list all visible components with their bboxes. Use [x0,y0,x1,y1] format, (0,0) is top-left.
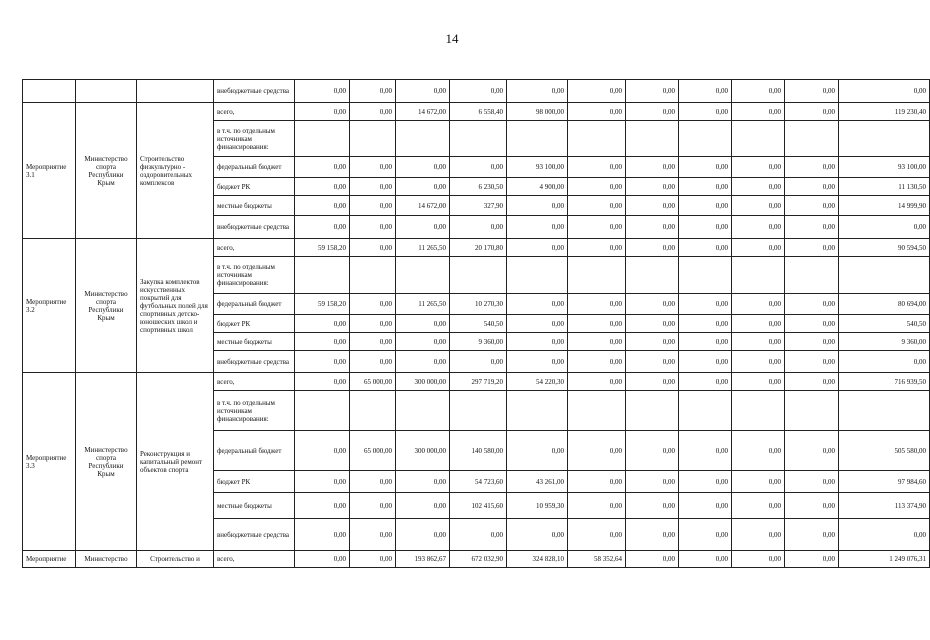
value-cell: 0,00 [396,519,450,551]
value-cell: 93 100,00 [839,157,930,178]
value-cell: 0,00 [507,431,568,471]
value-cell: 0,00 [679,551,732,568]
table-row-total [23,373,930,391]
measure-name: Реконструкция и капитальный ремонт объектов спорта [137,373,214,551]
value-cell: 0,00 [626,80,679,103]
value-cell: 0,00 [679,333,732,351]
page-number: 14 [445,31,459,46]
value-cell: 0,00 [507,519,568,551]
empty-cell [785,257,839,294]
value-cell: 0,00 [568,196,626,216]
value-cell: 0,00 [507,333,568,351]
code-cell-empty [23,80,76,103]
value-cell: 300 000,00 [396,431,450,471]
value-cell: 0,00 [732,103,785,121]
value-cell: 0,00 [568,351,626,373]
value-cell: 0,00 [732,493,785,519]
value-cell: 0,00 [568,178,626,196]
value-cell: 6 558,40 [450,103,507,121]
row-label: бюджет РК [214,315,295,333]
value-cell: 0,00 [295,216,350,239]
value-cell: 0,00 [396,471,450,493]
value-cell: 0,00 [295,315,350,333]
value-cell: 0,00 [396,157,450,178]
value-cell: 6 230,50 [450,178,507,196]
empty-cell [732,257,785,294]
value-cell: 0,00 [568,315,626,333]
value-cell: 98 000,00 [507,103,568,121]
value-cell: 0,00 [568,519,626,551]
empty-cell [568,391,626,431]
empty-cell [396,121,450,157]
measure-code: Мероприятие 3.1 [23,103,76,239]
responsible-executor: Министерство [76,551,137,568]
row-label: внебюджетные средства [214,519,295,551]
value-cell: 90 594,50 [839,239,930,257]
value-cell: 0,00 [732,157,785,178]
empty-cell [350,121,396,157]
row-label: внебюджетные средства [214,80,295,103]
value-cell: 0,00 [679,431,732,471]
value-cell: 0,00 [626,431,679,471]
value-cell: 0,00 [839,351,930,373]
value-cell: 0,00 [732,333,785,351]
value-cell: 0,00 [568,431,626,471]
value-cell: 0,00 [732,373,785,391]
value-cell: 0,00 [568,493,626,519]
value-cell: 0,00 [350,351,396,373]
row-label: в т.ч. по отдельным источникам финансирования: [214,391,295,431]
value-cell: 10 959,30 [507,493,568,519]
value-cell: 300 000,00 [396,373,450,391]
value-cell: 0,00 [450,351,507,373]
value-cell: 0,00 [507,80,568,103]
value-cell: 0,00 [679,178,732,196]
financing-table [22,79,930,568]
value-cell: 0,00 [295,196,350,216]
row-label: бюджет РК [214,471,295,493]
value-cell: 14 672,00 [396,103,450,121]
value-cell: 20 170,80 [450,239,507,257]
value-cell: 0,00 [732,178,785,196]
value-cell: 327,90 [450,196,507,216]
value-cell: 324 828,10 [507,551,568,568]
row-label: местные бюджеты [214,196,295,216]
value-cell: 540,50 [839,315,930,333]
row-label: внебюджетные средства [214,216,295,239]
empty-cell [839,257,930,294]
value-cell: 0,00 [732,431,785,471]
value-cell: 0,00 [626,294,679,315]
empty-cell [295,391,350,431]
value-cell: 0,00 [626,216,679,239]
empty-cell [507,257,568,294]
value-cell: 0,00 [785,196,839,216]
empty-cell [839,121,930,157]
executor-cell-empty [76,80,137,103]
value-cell: 0,00 [396,178,450,196]
value-cell: 0,00 [295,103,350,121]
value-cell: 0,00 [626,239,679,257]
empty-cell [350,391,396,431]
value-cell: 297 719,20 [450,373,507,391]
value-cell: 4 900,00 [507,178,568,196]
empty-cell [450,391,507,431]
responsible-executor: Министерство спорта Республики Крым [76,103,137,239]
value-cell: 0,00 [295,178,350,196]
value-cell: 0,00 [450,519,507,551]
empty-cell [295,257,350,294]
value-cell: 0,00 [450,157,507,178]
measure-name: Закупка комплектов искусственных покрытий для футбольных полей для спортивных детско-юношеских школ и спортивных школ [137,239,214,373]
empty-cell [732,121,785,157]
value-cell: 0,00 [450,80,507,103]
value-cell: 65 000,00 [350,373,396,391]
value-cell: 80 694,00 [839,294,930,315]
value-cell: 0,00 [732,519,785,551]
value-cell: 0,00 [295,431,350,471]
row-label: всего, [214,373,295,391]
value-cell: 0,00 [785,315,839,333]
empty-cell [507,121,568,157]
value-cell: 0,00 [626,351,679,373]
value-cell: 0,00 [568,471,626,493]
empty-cell [507,391,568,431]
value-cell: 0,00 [568,216,626,239]
value-cell: 11 265,50 [396,239,450,257]
measure-name: Строительство физкультурно - оздоровительных комплексов [137,103,214,239]
empty-cell [396,391,450,431]
value-cell: 0,00 [732,551,785,568]
value-cell: 0,00 [839,216,930,239]
value-cell: 11 130,50 [839,178,930,196]
value-cell: 0,00 [350,333,396,351]
value-cell: 672 032,90 [450,551,507,568]
value-cell: 0,00 [295,551,350,568]
empty-cell [568,257,626,294]
value-cell: 65 000,00 [350,431,396,471]
value-cell: 0,00 [785,493,839,519]
value-cell: 0,00 [679,157,732,178]
value-cell: 0,00 [350,493,396,519]
empty-cell [785,391,839,431]
value-cell: 54 220,30 [507,373,568,391]
value-cell: 0,00 [626,373,679,391]
value-cell: 0,00 [350,239,396,257]
value-cell: 0,00 [350,315,396,333]
value-cell: 0,00 [839,519,930,551]
value-cell: 0,00 [568,373,626,391]
value-cell: 0,00 [732,351,785,373]
value-cell: 0,00 [396,80,450,103]
value-cell: 0,00 [785,294,839,315]
row-label: в т.ч. по отдельным источникам финансирования: [214,121,295,157]
empty-cell [785,121,839,157]
value-cell: 0,00 [295,493,350,519]
value-cell: 0,00 [507,216,568,239]
value-cell: 0,00 [626,103,679,121]
value-cell: 113 374,90 [839,493,930,519]
value-cell: 59 158,20 [295,294,350,315]
value-cell: 0,00 [350,551,396,568]
value-cell: 0,00 [732,315,785,333]
empty-cell [679,391,732,431]
value-cell: 0,00 [626,471,679,493]
value-cell: 0,00 [295,519,350,551]
value-cell: 93 100,00 [507,157,568,178]
value-cell: 0,00 [350,519,396,551]
value-cell: 0,00 [350,294,396,315]
value-cell: 0,00 [679,294,732,315]
row-label: федеральный бюджет [214,157,295,178]
value-cell: 14 672,00 [396,196,450,216]
row-label: всего, [214,551,295,568]
value-cell: 0,00 [679,471,732,493]
measure-code: Мероприятие 3.3 [23,373,76,551]
row-label: в т.ч. по отдельным источникам финансирования: [214,257,295,294]
value-cell: 0,00 [350,178,396,196]
value-cell: 9 360,00 [450,333,507,351]
value-cell: 59 158,20 [295,239,350,257]
value-cell: 0,00 [295,471,350,493]
value-cell: 0,00 [507,351,568,373]
row-label: федеральный бюджет [214,294,295,315]
empty-cell [626,121,679,157]
value-cell: 0,00 [785,519,839,551]
name-cell-empty [137,80,214,103]
value-cell: 97 984,60 [839,471,930,493]
value-cell: 0,00 [350,80,396,103]
value-cell: 9 360,00 [839,333,930,351]
value-cell: 0,00 [785,216,839,239]
value-cell: 0,00 [396,351,450,373]
value-cell: 0,00 [785,373,839,391]
value-cell: 0,00 [350,157,396,178]
measure-code: Мероприятие 3.2 [23,239,76,373]
value-cell: 58 352,64 [568,551,626,568]
empty-cell [626,257,679,294]
value-cell: 0,00 [568,157,626,178]
value-cell: 0,00 [396,333,450,351]
value-cell: 119 230,40 [839,103,930,121]
value-cell: 0,00 [679,216,732,239]
value-cell: 0,00 [732,80,785,103]
value-cell: 0,00 [626,333,679,351]
value-cell: 0,00 [679,315,732,333]
value-cell: 0,00 [732,294,785,315]
value-cell: 0,00 [626,551,679,568]
value-cell: 0,00 [785,157,839,178]
row-label: федеральный бюджет [214,431,295,471]
value-cell: 0,00 [568,239,626,257]
value-cell: 0,00 [732,216,785,239]
value-cell: 0,00 [626,178,679,196]
value-cell: 0,00 [350,216,396,239]
value-cell: 43 261,00 [507,471,568,493]
table-row-last [23,551,930,568]
value-cell: 0,00 [350,471,396,493]
value-cell: 0,00 [785,431,839,471]
value-cell: 10 270,30 [450,294,507,315]
value-cell: 0,00 [396,315,450,333]
value-cell: 0,00 [679,373,732,391]
value-cell: 0,00 [785,80,839,103]
value-cell: 0,00 [507,196,568,216]
table-row-total [23,239,930,257]
value-cell: 0,00 [679,239,732,257]
value-cell: 0,00 [626,519,679,551]
value-cell: 11 265,50 [396,294,450,315]
row-label: местные бюджеты [214,493,295,519]
row-label: бюджет РК [214,178,295,196]
empty-cell [679,121,732,157]
value-cell: 0,00 [626,493,679,519]
value-cell: 0,00 [785,551,839,568]
empty-cell [450,257,507,294]
value-cell: 0,00 [568,294,626,315]
value-cell: 0,00 [295,157,350,178]
value-cell: 0,00 [568,333,626,351]
empty-cell [568,121,626,157]
empty-cell [396,257,450,294]
empty-cell [450,121,507,157]
value-cell: 0,00 [785,178,839,196]
value-cell: 0,00 [396,493,450,519]
value-cell: 0,00 [626,315,679,333]
value-cell: 0,00 [679,493,732,519]
value-cell: 505 580,00 [839,431,930,471]
value-cell: 0,00 [568,103,626,121]
value-cell: 0,00 [732,471,785,493]
value-cell: 0,00 [679,519,732,551]
value-cell: 0,00 [785,351,839,373]
value-cell: 0,00 [350,103,396,121]
value-cell: 14 999,90 [839,196,930,216]
row-label: внебюджетные средства [214,351,295,373]
value-cell: 0,00 [626,196,679,216]
value-cell: 0,00 [568,80,626,103]
value-cell: 0,00 [507,315,568,333]
value-cell: 0,00 [785,239,839,257]
value-cell: 0,00 [679,351,732,373]
value-cell: 0,00 [507,239,568,257]
value-cell: 716 939,50 [839,373,930,391]
value-cell: 54 723,60 [450,471,507,493]
empty-cell [679,257,732,294]
value-cell: 0,00 [450,216,507,239]
value-cell: 0,00 [785,333,839,351]
value-cell: 0,00 [785,103,839,121]
value-cell: 0,00 [839,80,930,103]
value-cell: 0,00 [626,157,679,178]
value-cell: 0,00 [295,351,350,373]
value-cell: 1 249 076,31 [839,551,930,568]
table-row-total [23,103,930,121]
value-cell: 0,00 [295,333,350,351]
measure-code: Мероприятие [23,551,76,568]
value-cell: 0,00 [396,216,450,239]
table-row-top-continuation [23,80,930,103]
empty-cell [626,391,679,431]
value-cell: 0,00 [732,239,785,257]
responsible-executor: Министерство спорта Республики Крым [76,239,137,373]
row-label: всего, [214,239,295,257]
empty-cell [732,391,785,431]
value-cell: 0,00 [350,196,396,216]
value-cell: 102 415,60 [450,493,507,519]
value-cell: 140 580,00 [450,431,507,471]
value-cell: 193 862,67 [396,551,450,568]
value-cell: 0,00 [679,80,732,103]
value-cell: 0,00 [295,80,350,103]
empty-cell [350,257,396,294]
value-cell: 0,00 [507,294,568,315]
value-cell: 0,00 [679,196,732,216]
value-cell: 0,00 [785,471,839,493]
measure-name: Строительство и [137,551,214,568]
value-cell: 0,00 [732,196,785,216]
responsible-executor: Министерство спорта Республики Крым [76,373,137,551]
row-label: всего, [214,103,295,121]
row-label: местные бюджеты [214,333,295,351]
value-cell: 540,50 [450,315,507,333]
empty-cell [295,121,350,157]
empty-cell [839,391,930,431]
value-cell: 0,00 [679,103,732,121]
value-cell: 0,00 [295,373,350,391]
